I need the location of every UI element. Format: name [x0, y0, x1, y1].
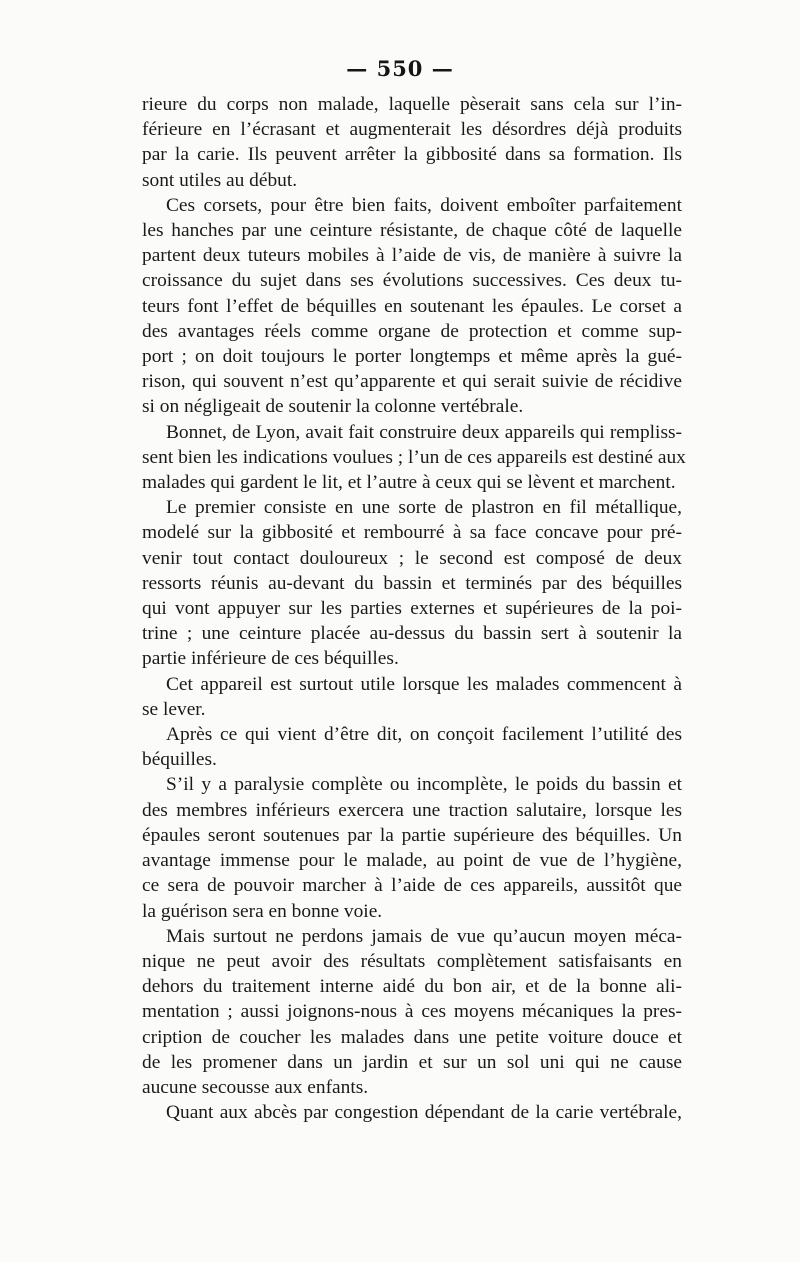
- text-line: Bonnet, de Lyon, avait fait construire deux appareils qui rempliss-: [166, 421, 682, 443]
- text-line: béquilles.: [142, 749, 217, 771]
- text-line: S’il y a paralysie complète ou incomplète, le poids du bassin et: [166, 774, 682, 796]
- page-number: — 550 —: [346, 56, 454, 81]
- text-line: Après ce qui vient d’être dit, on conçoit facilement l’utilité des: [166, 724, 682, 746]
- paragraph: [118, 1100, 682, 1125]
- text-line: Cet appareil est surtout utile lorsque les malades commencent à: [166, 673, 682, 695]
- text-line: de les promener dans un jardin et sur un sol uni qui ne cause: [142, 1051, 682, 1073]
- text-line: venir tout contact douloureux ; le second est composé de deux: [142, 547, 682, 569]
- text-line: ressorts réunis au-devant du bassin et terminés par des béquilles: [142, 572, 682, 594]
- text-line: aucune secousse aux enfants.: [142, 1076, 369, 1098]
- text-line: sent bien les indications voulues ; l’un de ces appareils est destiné aux: [142, 446, 686, 468]
- text-line: modelé sur la gibbosité et rembourré à sa face concave pour pré-: [142, 522, 682, 544]
- paragraph: [118, 495, 682, 671]
- text-line: des membres inférieurs exercera une traction salutaire, lorsque les: [142, 799, 682, 821]
- text-line: rieure du corps non malade, laquelle pèserait sans cela sur l’in-: [142, 94, 682, 115]
- text-line: qui vont appuyer sur les parties externes et supérieures de la poi-: [142, 598, 682, 620]
- text-line: par la carie. Ils peuvent arrêter la gibbosité dans sa formation. Ils: [142, 144, 682, 166]
- text-line: épaules seront soutenues par la partie supérieure des béquilles. Un: [142, 824, 682, 846]
- text-line: cription de coucher les malades dans une petite voiture douce et: [142, 1026, 682, 1048]
- paragraph: [118, 772, 682, 923]
- text-line: se lever.: [142, 698, 206, 720]
- text-line: partent deux tuteurs mobiles à l’aide de vis, de manière à suivre la: [142, 245, 682, 267]
- text-line: croissance du sujet dans ses évolutions successives. Ces deux tu-: [142, 270, 682, 292]
- paragraph: [118, 193, 682, 420]
- text-line: dehors du traitement interne aidé du bon air, et de la bonne ali-: [142, 976, 682, 998]
- text-line: des avantages réels comme organe de protection et comme sup-: [142, 320, 682, 342]
- text-line: Ces corsets, pour être bien faits, doivent emboîter parfaitement: [166, 194, 682, 216]
- text-line: teurs font l’effet de béquilles en soutenant les épaules. Le corset a: [142, 295, 682, 317]
- text-line: nique ne peut avoir des résultats complètement satisfaisants en: [142, 950, 682, 972]
- text-line: la guérison sera en bonne voie.: [142, 900, 383, 922]
- text-line: trine ; une ceinture placée au-dessus du bassin sert à soutenir la: [142, 623, 682, 645]
- text-line: sont utiles au début.: [142, 169, 298, 191]
- text-line: rison, qui souvent n’est qu’apparente et qui serait suivie de récidive: [142, 371, 682, 393]
- text-line: mentation ; aussi joignons-nous à ces moyens mécaniques la pres-: [142, 1001, 682, 1023]
- text-line: avantage immense pour le malade, au point de vue de l’hygiène,: [142, 850, 682, 872]
- text-line: Le premier consiste en une sorte de plastron en fil métallique,: [166, 497, 682, 519]
- paragraph: [118, 92, 682, 193]
- text-line: Mais surtout ne perdons jamais de vue qu’aucun moyen méca-: [166, 925, 682, 947]
- paragraph: [118, 672, 682, 722]
- text-line: si on négligeait de soutenir la colonne vertébrale.: [142, 396, 524, 418]
- paragraph: [118, 924, 682, 1100]
- text-line: port ; on doit toujours le porter longtemps et même après la gué-: [142, 346, 682, 368]
- text-line: ce sera de pouvoir marcher à l’aide de ces appareils, aussitôt que: [142, 875, 682, 897]
- body-text: [118, 92, 686, 1125]
- paragraph: [118, 722, 682, 772]
- text-line: Quant aux abcès par congestion dépendant de la carie vertébrale,: [166, 1102, 682, 1124]
- text-line: partie inférieure de ces béquilles.: [142, 648, 399, 670]
- text-line: malades qui gardent le lit, et l’autre à ceux qui se lèvent et marchent.: [142, 472, 676, 494]
- text-line: férieure en l’écrasant et augmenterait les désordres déjà produits: [142, 119, 682, 141]
- paragraph: [118, 420, 686, 496]
- text-line: les hanches par une ceinture résistante, de chaque côté de laquelle: [142, 220, 682, 242]
